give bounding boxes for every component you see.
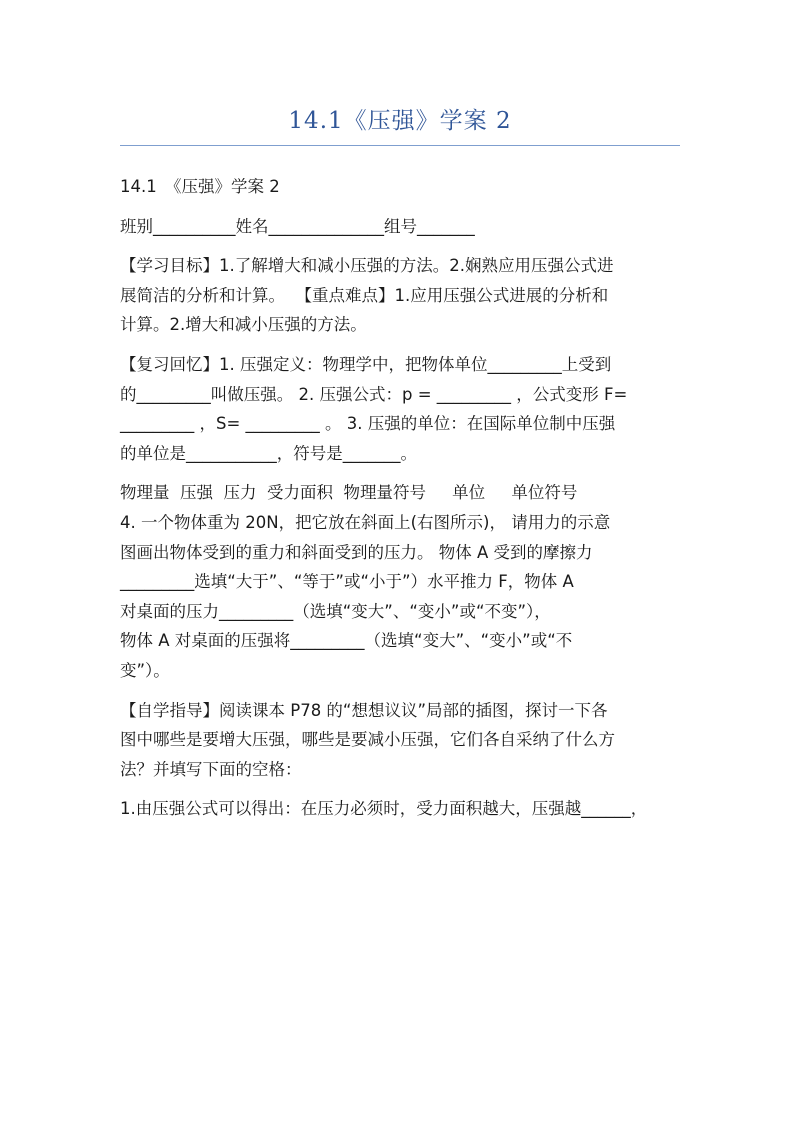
student-info-text: 班别__________姓名______________组号_______: [120, 216, 475, 236]
document-body: [120, 172, 682, 824]
review-line-1: 【复习回忆】1. 压强定义：物理学中，把物体单位_________上受到: [120, 354, 612, 374]
question-4-line-3: _________选填“大于”、“等于”或“小于”）水平推力 F，物体 A: [120, 572, 574, 592]
question-4-line-6: 变”）。: [120, 660, 170, 680]
objectives-line-2: 展简洁的分析和计算。 【重点难点】1.应用压强公式进展的分析和: [120, 285, 609, 305]
guide-line-2: 图中哪些是要增大压强，哪些是要减小压强，它们各自采纳了什么方: [120, 730, 615, 750]
objectives-line-1: 【学习目标】1.了解增大和减小压强的方法。2.娴熟应用压强公式进: [120, 256, 614, 276]
question-4-line-5: 物体 A 对桌面的压强将_________（选填“变大”、“变小”或“不: [120, 631, 573, 651]
objectives-paragraph: [120, 251, 682, 340]
table-header-row: [120, 478, 682, 508]
question-4-paragraph: [120, 508, 682, 686]
title-underline: [120, 145, 680, 146]
review-paragraph: [120, 350, 682, 468]
item-1-paragraph: [120, 794, 682, 824]
objectives-line-3: 计算。2.增大和减小压强的方法。: [120, 315, 367, 335]
review-line-4: 的单位是___________，符号是_______。: [120, 443, 417, 463]
document-title: 14.1《压强》学案 2: [288, 108, 512, 134]
subtitle: [120, 172, 682, 202]
table-header-text: 物理量 压强 压力 受力面积 物理量符号 单位 单位符号: [120, 483, 578, 503]
guide-line-1: 【自学指导】阅读课本 P78 的“想想议议”局部的插图，探讨一下各: [120, 700, 608, 720]
item-1-text: 1.由压强公式可以得出：在压力必须时，受力面积越大，压强越______，: [120, 799, 648, 819]
question-4-line-4: 对桌面的压力_________（选填“变大”、“变小”或“不变”），: [120, 601, 551, 621]
review-line-2: 的_________叫做压强。 2. 压强公式：p = _________ ，公式变形 F=: [120, 384, 628, 404]
student-info: [120, 212, 682, 242]
guide-paragraph: [120, 696, 682, 785]
question-4-line-2: 图画出物体受到的重力和斜面受到的压力。 物体 A 受到的摩擦力: [120, 542, 593, 562]
review-line-3: _________ ，S= _________ 。 3. 压强的单位：在国际单位制中压强: [120, 414, 616, 434]
question-4-line-1: 4. 一个物体重为 20N，把它放在斜面上(右图所示)， 请用力的示意: [120, 512, 611, 532]
guide-line-3: 法？并填写下面的空格：: [120, 759, 302, 779]
subtitle-text: 14.1 《压强》学案 2: [120, 177, 280, 196]
